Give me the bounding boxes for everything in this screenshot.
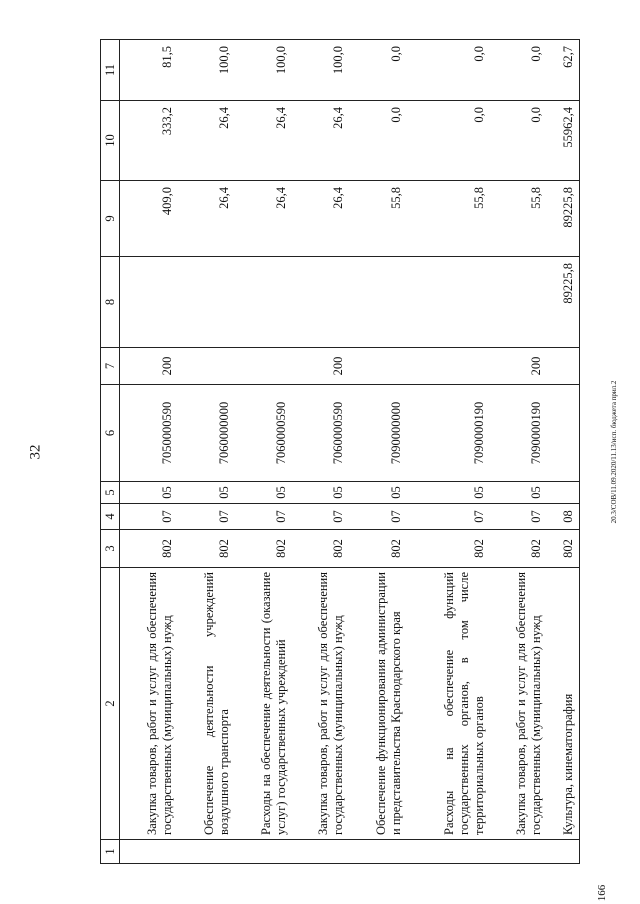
row-value-11: 0,0 xyxy=(407,40,490,101)
row-code-6: 7050000590 xyxy=(120,385,178,482)
row-code-4: 08 xyxy=(547,504,579,530)
row-cell xyxy=(407,840,490,864)
row-code-7: 200 xyxy=(120,348,178,385)
row-name: Расходы на обеспечение деятельности (оказание услуг) государственных учреждений xyxy=(235,568,292,840)
row-value-8 xyxy=(349,257,406,348)
footer-code: 20.3/СОВ/11.09.2020/11.13/исп. бюджета прил.2 xyxy=(610,380,618,524)
corner-page-number: 166 xyxy=(596,884,608,902)
row-value-8 xyxy=(235,257,292,348)
row-value-11: 0,0 xyxy=(490,40,547,101)
table-row xyxy=(407,40,490,864)
row-value-10: 26,4 xyxy=(235,101,292,181)
table-row xyxy=(120,40,178,864)
row-cell xyxy=(490,840,547,864)
column-number: 3 xyxy=(101,530,120,568)
table-row xyxy=(178,40,235,864)
row-value-11: 62,7 xyxy=(547,40,579,101)
row-code-4: 07 xyxy=(292,504,349,530)
row-value-9: 26,4 xyxy=(292,181,349,257)
row-value-10: 333,2 xyxy=(120,101,178,181)
row-code-6: 7060000590 xyxy=(292,385,349,482)
row-code-6: 7060000590 xyxy=(235,385,292,482)
row-name: Культура, кинематография xyxy=(547,568,579,840)
row-name: Закупка товаров, работ и услуг для обеспечения государственных (муниципальных) нужд xyxy=(120,568,178,840)
row-code-5: 05 xyxy=(235,482,292,504)
row-code-4: 07 xyxy=(178,504,235,530)
row-code-3: 802 xyxy=(490,530,547,568)
row-code-6: 7090000190 xyxy=(490,385,547,482)
row-code-7: 200 xyxy=(292,348,349,385)
row-code-3: 802 xyxy=(292,530,349,568)
column-number: 7 xyxy=(101,348,120,385)
row-code-3: 802 xyxy=(235,530,292,568)
table-row xyxy=(547,40,579,864)
row-value-11: 0,0 xyxy=(349,40,406,101)
row-code-7 xyxy=(547,348,579,385)
row-code-3: 802 xyxy=(349,530,406,568)
row-value-10: 55962,4 xyxy=(547,101,579,181)
row-value-9: 55,8 xyxy=(490,181,547,257)
rotated-table-area xyxy=(100,40,580,864)
table-row xyxy=(349,40,406,864)
row-code-4: 07 xyxy=(490,504,547,530)
budget-table xyxy=(100,39,580,864)
row-cell xyxy=(349,840,406,864)
row-code-3: 802 xyxy=(407,530,490,568)
row-value-11: 81,5 xyxy=(120,40,178,101)
row-value-9: 89225,8 xyxy=(547,181,579,257)
row-code-5: 05 xyxy=(292,482,349,504)
row-code-3: 802 xyxy=(120,530,178,568)
row-code-3: 802 xyxy=(178,530,235,568)
column-number: 1 xyxy=(101,840,120,864)
row-code-6: 7090000000 xyxy=(349,385,406,482)
row-code-3: 802 xyxy=(547,530,579,568)
row-code-7: 200 xyxy=(490,348,547,385)
row-code-4: 07 xyxy=(120,504,178,530)
row-value-11: 100,0 xyxy=(178,40,235,101)
row-value-9: 55,8 xyxy=(349,181,406,257)
row-cell xyxy=(292,840,349,864)
column-number: 11 xyxy=(101,40,120,101)
column-number: 9 xyxy=(101,181,120,257)
row-value-9: 409,0 xyxy=(120,181,178,257)
row-code-7 xyxy=(349,348,406,385)
row-value-8 xyxy=(120,257,178,348)
row-value-10: 0,0 xyxy=(407,101,490,181)
row-name: Закупка товаров, работ и услуг для обеспечения государственных (муниципальных) нужд xyxy=(490,568,547,840)
column-number: 5 xyxy=(101,482,120,504)
row-code-4: 07 xyxy=(235,504,292,530)
row-code-5: 05 xyxy=(120,482,178,504)
row-code-5: 05 xyxy=(407,482,490,504)
column-number: 8 xyxy=(101,257,120,348)
row-code-5: 05 xyxy=(490,482,547,504)
row-name: Расходы на обеспечение функций государственных органов, в том числе территориальных органов xyxy=(407,568,490,840)
table-row xyxy=(490,40,547,864)
row-value-9: 55,8 xyxy=(407,181,490,257)
page-number: 32 xyxy=(27,444,44,460)
row-value-8: 89225,8 xyxy=(547,257,579,348)
row-code-6: 7060000000 xyxy=(178,385,235,482)
row-value-8 xyxy=(292,257,349,348)
row-code-5 xyxy=(547,482,579,504)
column-number: 6 xyxy=(101,385,120,482)
column-number: 2 xyxy=(101,568,120,840)
row-value-10: 0,0 xyxy=(349,101,406,181)
row-code-6: 7090000190 xyxy=(407,385,490,482)
column-number-row xyxy=(101,40,120,864)
column-number: 10 xyxy=(101,101,120,181)
row-code-4: 07 xyxy=(349,504,406,530)
row-code-5: 05 xyxy=(349,482,406,504)
table-inner xyxy=(100,40,580,864)
row-name: Обеспечение деятельности учреждений воздушного транспорта xyxy=(178,568,235,840)
row-value-9: 26,4 xyxy=(235,181,292,257)
row-code-7 xyxy=(407,348,490,385)
row-code-4: 07 xyxy=(407,504,490,530)
row-code-5: 05 xyxy=(178,482,235,504)
row-value-10: 26,4 xyxy=(178,101,235,181)
row-cell xyxy=(178,840,235,864)
row-code-7 xyxy=(178,348,235,385)
row-value-10: 26,4 xyxy=(292,101,349,181)
row-code-7 xyxy=(235,348,292,385)
table-row xyxy=(292,40,349,864)
row-code-6 xyxy=(547,385,579,482)
row-value-8 xyxy=(490,257,547,348)
row-value-8 xyxy=(178,257,235,348)
row-value-8 xyxy=(407,257,490,348)
row-value-11: 100,0 xyxy=(292,40,349,101)
row-name: Закупка товаров, работ и услуг для обеспечения государственных (муниципальных) нужд xyxy=(292,568,349,840)
row-cell xyxy=(235,840,292,864)
row-name: Обеспечение функционирования администрации и представительства Краснодарского края xyxy=(349,568,406,840)
row-cell xyxy=(547,840,579,864)
column-number: 4 xyxy=(101,504,120,530)
row-value-9: 26,4 xyxy=(178,181,235,257)
row-value-11: 100,0 xyxy=(235,40,292,101)
table-row xyxy=(235,40,292,864)
row-cell xyxy=(120,840,178,864)
row-value-10: 0,0 xyxy=(490,101,547,181)
